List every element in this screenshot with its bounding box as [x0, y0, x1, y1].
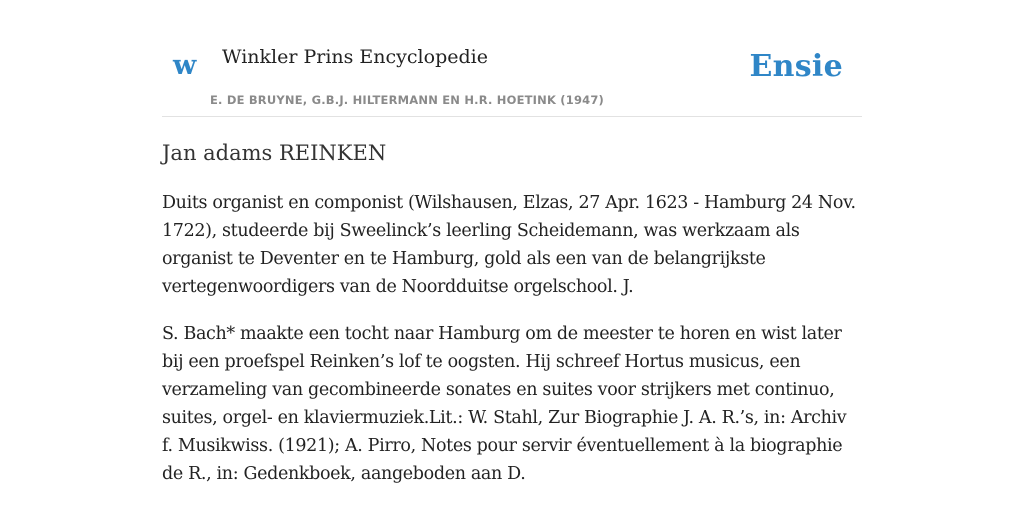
article-paragraph-2: S. Bach* maakte een tocht naar Hamburg om de meester te horen en wist later bij een proefspel Reinken’s lof te oogsten. Hij schreef Hortus musicus, een verzameling van gecombineerde sonates en suites voor strijkers met continuo, suites, orgel- en klaviermuziek.Lit.: W. Stahl, Zur Biographie J. A. R.’s, in: Archiv f. Musikwiss. (1921); A. Pirro, Notes pour servir éventuellement à la biographie de R., in: Gedenkboek, aangeboden aan D.	[162, 324, 847, 485]
article-paragraph-1: Duits organist en componist (Wilshausen, Elzas, 27 Apr. 1623 - Hamburg 24 Nov. 1722), studeerde bij Sweelinck’s leerling Scheidemann, was werkzaam als organist te Deventer en te Hamburg, gold als een van de belangrijkste vertegenwoordigers van de Noordduitse orgelschool. J.	[162, 193, 856, 298]
publication-title[interactable]: Winkler Prins Encyclopedie	[222, 46, 488, 68]
site-logo[interactable]: Ensie	[749, 49, 843, 84]
publication-authors: E. DE BRUYNE, G.B.J. HILTERMANN EN H.R. HOETINK (1947)	[210, 93, 605, 107]
publication-logo[interactable]: w	[173, 50, 197, 81]
article-title: Jan adams REINKEN	[162, 141, 387, 165]
article	[162, 140, 862, 507]
page-header	[162, 0, 862, 117]
